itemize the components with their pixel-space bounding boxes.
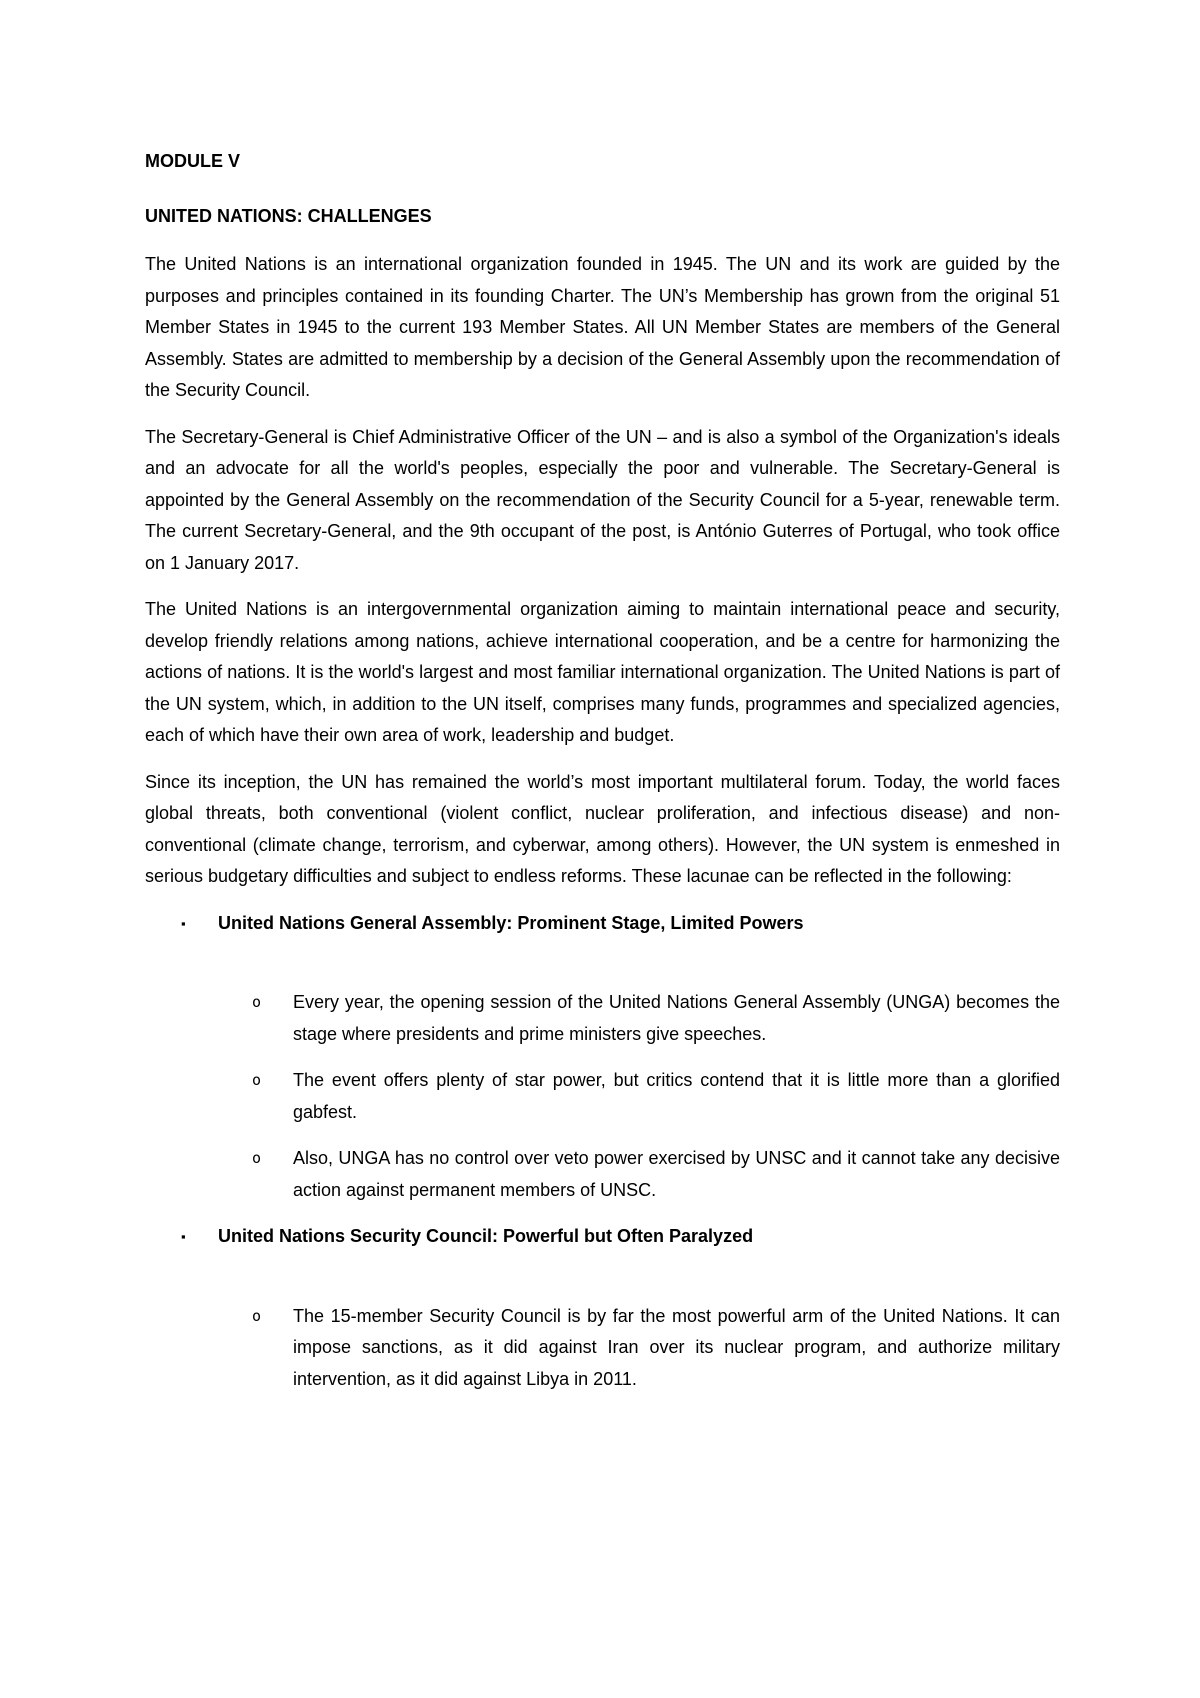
general-assembly-points bbox=[145, 987, 1060, 1206]
document-body bbox=[145, 146, 1060, 1410]
list-item bbox=[145, 1301, 1060, 1396]
challenges-list-continued bbox=[145, 1221, 1060, 1253]
paragraph-un-overview: The United Nations is an international organization founded in 1945. The UN and its work are guided by the purposes and principles contained in its founding Charter. The UN’s Membership has grown from the original 51 Member States in 1945 to the current 193 Member States. All UN Member States are members of the General Assembly. States are admitted to membership by a decision of the General Assembly upon the recommendation of the Security Council. bbox=[145, 254, 1060, 400]
section-heading-security-council bbox=[145, 1221, 1060, 1253]
list-item bbox=[145, 987, 1060, 1050]
paragraph-secretary-general: The Secretary-General is Chief Administrative Officer of the UN – and is also a symbol of the Organization's ideals and an advocate for all the world's peoples, especially the poor and vulnerable. The Secretary-General is appointed by the General Assembly on the recommendation of the Security Council for a 5-year, renewable term. The current Secretary-General, and the 9th occupant of the post, is António Guterres of Portugal, who took office on 1 January 2017. bbox=[145, 426, 1060, 573]
paragraph-un-purpose: The United Nations is an intergovernmental organization aiming to maintain international peace and security, develop friendly relations among nations, achieve international cooperation, and be a centre for harmonizing the actions of nations. It is the world's largest and most familiar international organization. The United Nations is part of the UN system, which, in addition to the UN itself, comprises many funds, programmes and specialized agencies, each of which have their own area of work, leadership and budget. bbox=[145, 599, 1060, 745]
circle-bullet-icon: o bbox=[252, 1149, 262, 1167]
paragraph-challenges-intro: Since its inception, the UN has remained the world’s most important multilateral forum. Today, the world faces global threats, both conventional (violent conflict, nuclear proliferation, and infectious disease) and non-conventional (climate change, terrorism, and cyberwar, among others). However, the UN system is enmeshed in serious budgetary difficulties and subject to endless reforms. These lacunae can be reflected in the following: bbox=[145, 771, 1060, 886]
circle-bullet-icon: o bbox=[252, 993, 262, 1011]
section-heading-text: United Nations Security Council: Powerful but Often Paralyzed bbox=[218, 1226, 754, 1246]
security-council-points bbox=[145, 1301, 1060, 1396]
square-bullet-icon: ▪ bbox=[181, 915, 186, 931]
section-heading-text: United Nations General Assembly: Prominent Stage, Limited Powers bbox=[218, 912, 804, 933]
module-label: MODULE V bbox=[145, 151, 241, 171]
challenges-list bbox=[145, 908, 1060, 940]
list-item-text: Every year, the opening session of the United Nations General Assembly (UNGA) becomes the stage where presidents and prime ministers give speeches. bbox=[293, 992, 1060, 1044]
list-item-text: The event offers plenty of star power, but critics contend that it is little more than a glorified gabfest. bbox=[293, 1070, 1060, 1122]
circle-bullet-icon: o bbox=[252, 1306, 262, 1325]
list-item bbox=[145, 1065, 1060, 1128]
list-item-text: Also, UNGA has no control over veto power exercised by UNSC and it cannot take any decisive action against permanent members of UNSC. bbox=[293, 1148, 1060, 1200]
square-bullet-icon: ▪ bbox=[181, 1229, 186, 1244]
list-item-text: The 15-member Security Council is by far the most powerful arm of the United Nations. It can impose sanctions, as it did against Iran over its nuclear program, and authorize military intervention, as it did against Libya in 2011. bbox=[293, 1305, 1060, 1389]
document-title: UNITED NATIONS: CHALLENGES bbox=[145, 205, 432, 226]
circle-bullet-icon: o bbox=[252, 1071, 262, 1089]
section-heading-general-assembly bbox=[145, 908, 1060, 940]
list-item bbox=[145, 1143, 1060, 1206]
